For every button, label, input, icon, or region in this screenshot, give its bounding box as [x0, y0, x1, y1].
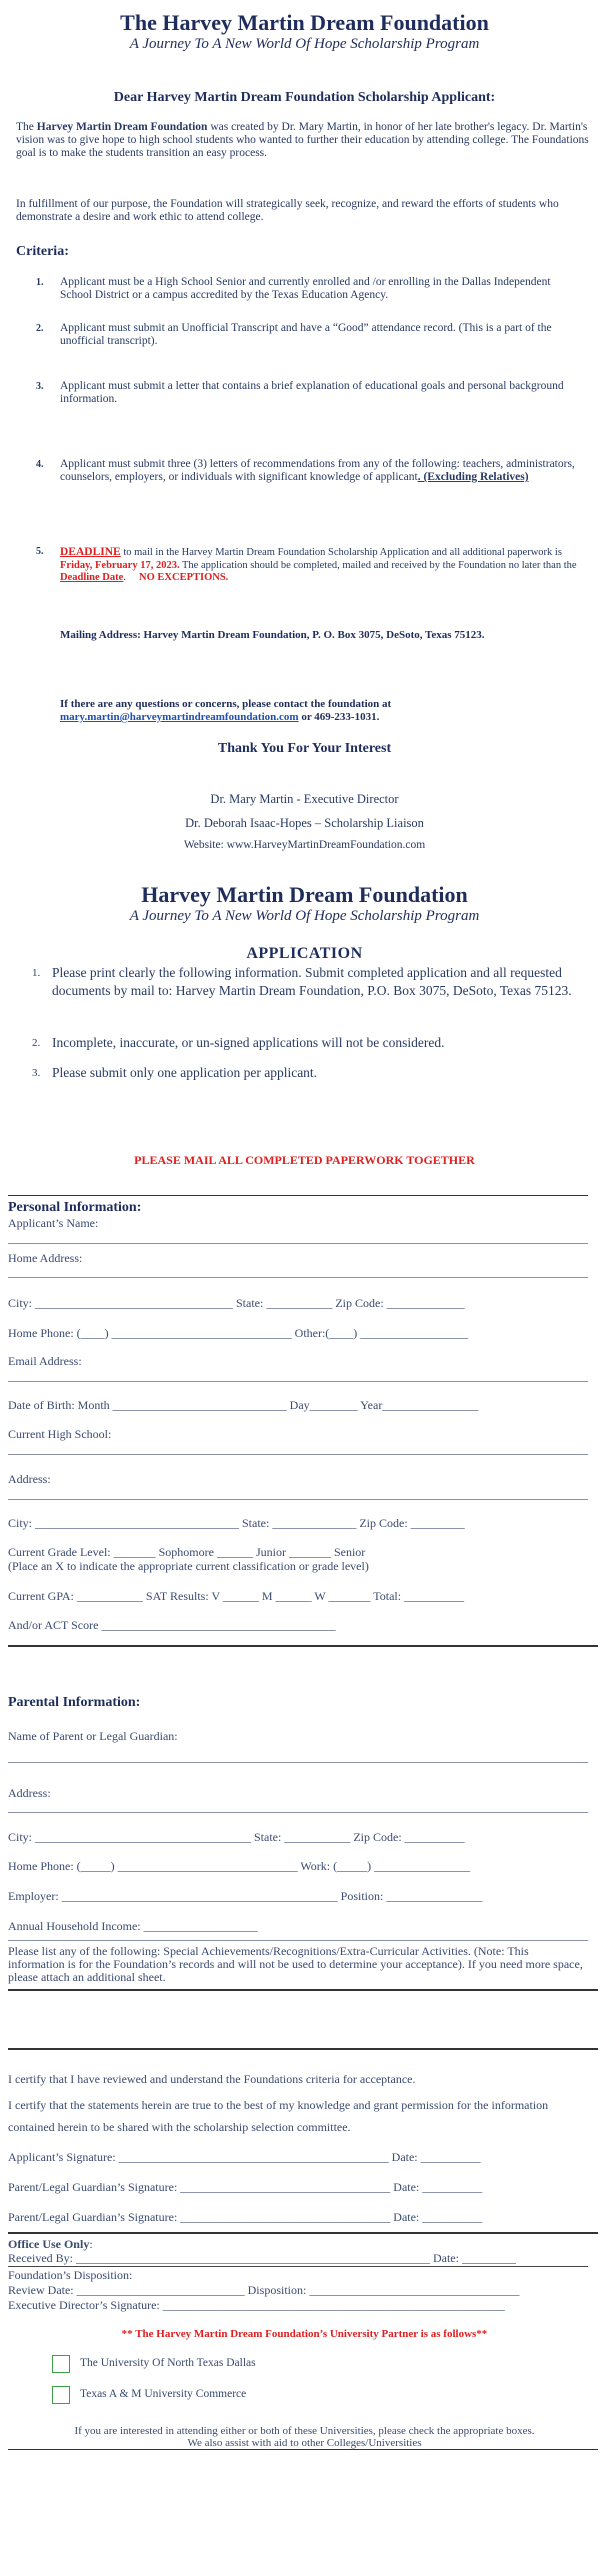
- received-by-field[interactable]: Received By: ___________________________________________________________ Date: _________: [8, 2251, 516, 2265]
- high-school-field[interactable]: [8, 1454, 588, 1455]
- university-partner-heading: ** The Harvey Martin Dream Foundation’s University Partner is as follows**: [121, 2328, 488, 2340]
- guardian-name-label: Name of Parent or Legal Guardian:: [8, 1729, 178, 1743]
- application-title: Harvey Martin Dream Foundation: [141, 882, 468, 907]
- application-subtitle: A Journey To A New World Of Hope Scholarship Program: [129, 908, 480, 924]
- applicant-name-field[interactable]: [8, 1243, 588, 1244]
- household-income-field[interactable]: Annual Household Income: ___________________: [8, 1919, 258, 1933]
- university-footer-1: If you are interested in attending either or both of these Universities, please check the appropriate boxes.: [74, 2425, 535, 2437]
- parent-address-field[interactable]: [8, 1812, 588, 1813]
- school-city-state-zip-field[interactable]: City: __________________________________ State: ______________ Zip Code: _________: [8, 1516, 465, 1530]
- instruction-item: 1. Please print clearly the following information. Submit completed application and all requested documents by mail to: Harvey Martin Dream Foundation, P.O. Box 3075, DeSoto, Texas 75123.: [32, 965, 572, 998]
- school-address-field[interactable]: [8, 1499, 588, 1500]
- certify-line-1: I certify that I have reviewed and understand the Foundations criteria for acceptance.: [8, 2072, 416, 2086]
- criteria-item: 2. Applicant must submit an Unofficial Transcript and have a “Good” attendance record. (This is a part of the unofficial transcript).: [36, 322, 552, 347]
- unt-dallas-label: The University Of North Texas Dallas: [80, 2357, 256, 2369]
- office-use-heading: Office Use Only:: [8, 2237, 93, 2251]
- unt-dallas-checkbox[interactable]: [52, 2355, 70, 2373]
- employer-field[interactable]: Employer: ______________________________________________ Position: ________________: [8, 1889, 483, 1903]
- applicant-name-label: Applicant’s Name:: [8, 1216, 99, 1230]
- guardian-name-field[interactable]: [8, 1762, 588, 1763]
- signature-director: Dr. Mary Martin - Executive Director: [210, 792, 399, 806]
- home-phone-field[interactable]: Home Phone: (____) ______________________________ Other:(____) __________________: [8, 1326, 469, 1340]
- activities-instructions: Please list any of the following: Special Achievements/Recognitions/Extra-Curricular Activities. (Note: This information is for the Foundation’s records and will not be used to determine your acceptance). If you need more space, please attach an additional sheet.: [8, 1944, 583, 1984]
- criteria-heading: Criteria:: [16, 244, 69, 259]
- letter-paragraph-1: The Harvey Martin Dream Foundation was created by Dr. Mary Martin, in honor of her late brother's legacy. Dr. Martin's vision was to give hope to high school students who wanted to further their education by attending college. The Foundations goal is to make the students transition an easy process.: [16, 121, 589, 159]
- criteria-item: 3. Applicant must submit a letter that contains a brief explanation of educational goals and personal background information.: [36, 380, 564, 405]
- email-label: Email Address:: [8, 1354, 82, 1368]
- application-heading: APPLICATION: [246, 945, 363, 962]
- email-field[interactable]: [8, 1381, 588, 1382]
- home-address-label: Home Address:: [8, 1251, 83, 1265]
- letter-salutation: Dear Harvey Martin Dream Foundation Scholarship Applicant:: [113, 90, 496, 105]
- criteria-item: 4. Applicant must submit three (3) letters of recommendations from any of the following: teachers, administrators, counselors, employers, or individuals with significant knowledge of applicant. (Excluding Relatives): [36, 458, 575, 483]
- parent-phone-field[interactable]: Home Phone: (_____) ______________________________ Work: (_____) ________________: [8, 1859, 471, 1873]
- date-of-birth-field[interactable]: Date of Birth: Month _____________________________ Day________ Year________________: [8, 1398, 479, 1412]
- letter-paragraph-2: In fulfillment of our purpose, the Foundation will strategically seek, recognize, and reward the efforts of students who demonstrate a desire and work ethic to attend college.: [16, 198, 559, 223]
- thank-you: Thank You For Your Interest: [217, 741, 392, 756]
- act-score-field[interactable]: And/or ACT Score _______________________________________: [8, 1618, 336, 1632]
- home-address-field[interactable]: [8, 1277, 588, 1278]
- gpa-sat-field[interactable]: Current GPA: ___________ SAT Results: V ______ M ______ W _______ Total: __________: [8, 1589, 465, 1603]
- parent-city-state-zip-field[interactable]: City: ____________________________________ State: ___________ Zip Code: __________: [8, 1830, 465, 1844]
- tamu-commerce-label: Texas A & M University Commerce: [80, 2388, 247, 2400]
- university-footer-2: We also assist with aid to other Colleges/Universities: [187, 2437, 422, 2449]
- criteria-item-deadline: 5. DEADLINE to mail in the Harvey Martin Dream Foundation Scholarship Application and all additional paperwork is Friday, February 17, 2023. The application should be completed, mailed and received by the Foundation no later than the Deadline Date. NO EXCEPTIONS.: [36, 546, 577, 583]
- guardian-signature-field-2[interactable]: Parent/Legal Guardian’s Signature: ___________________________________ Date: __________: [8, 2210, 483, 2224]
- certify-line-2: I certify that the statements herein are true to the best of my knowledge and grant permission for the information contained herein to be shared with the scholarship selection committee.: [8, 2098, 549, 2134]
- page-title: The Harvey Martin Dream Foundation: [120, 10, 489, 35]
- grade-level-note: (Place an X to indicate the appropriate current classification or grade level): [8, 1559, 369, 1573]
- school-address-label: Address:: [8, 1472, 51, 1486]
- signature-liaison: Dr. Deborah Isaac-Hopes – Scholarship Liaison: [185, 816, 424, 830]
- foundation-disposition-label: Foundation’s Disposition:: [8, 2268, 133, 2282]
- city-state-zip-field[interactable]: City: _________________________________ State: ___________ Zip Code: _____________: [8, 1296, 465, 1310]
- guardian-signature-field-1[interactable]: Parent/Legal Guardian’s Signature: ___________________________________ Date: __________: [8, 2180, 483, 2194]
- executive-signature-field[interactable]: Executive Director’s Signature: _________________________________________________________: [8, 2298, 505, 2312]
- page-subtitle: A Journey To A New World Of Hope Scholarship Program: [129, 36, 480, 52]
- applicant-signature-field[interactable]: Applicant’s Signature: _____________________________________________ Date: __________: [8, 2150, 481, 2164]
- criteria-item: 1. Applicant must be a High School Senior and currently enrolled and /or enrolling in the Dallas Independent School District or a campus accredited by the Texas Education Agency.: [36, 276, 551, 301]
- parental-info-heading: Parental Information:: [8, 1695, 141, 1710]
- parent-address-label: Address:: [8, 1786, 51, 1800]
- review-date-field[interactable]: Review Date: ____________________________ Disposition: ___________________________________: [8, 2283, 520, 2297]
- mailing-address: Mailing Address: Harvey Martin Dream Foundation, P. O. Box 3075, DeSoto, Texas 75123.: [60, 629, 485, 641]
- mail-together-notice: PLEASE MAIL ALL COMPLETED PAPERWORK TOGETHER: [134, 1153, 475, 1167]
- tamu-commerce-checkbox[interactable]: [52, 2386, 70, 2404]
- contact-email-link[interactable]: mary.martin@harveymartindreamfoundation.com: [60, 711, 299, 723]
- personal-info-heading: Personal Information:: [8, 1200, 142, 1215]
- website: Website: www.HarveyMartinDreamFoundation.com: [183, 839, 426, 851]
- high-school-label: Current High School:: [8, 1427, 112, 1441]
- grade-level-field[interactable]: Current Grade Level: _______ Sophomore ______ Junior _______ Senior: [8, 1545, 366, 1559]
- contact-info: If there are any questions or concerns, please contact the foundation at mary.martin@harveymartindreamfoundation.com or 469-233-1031.: [60, 698, 392, 723]
